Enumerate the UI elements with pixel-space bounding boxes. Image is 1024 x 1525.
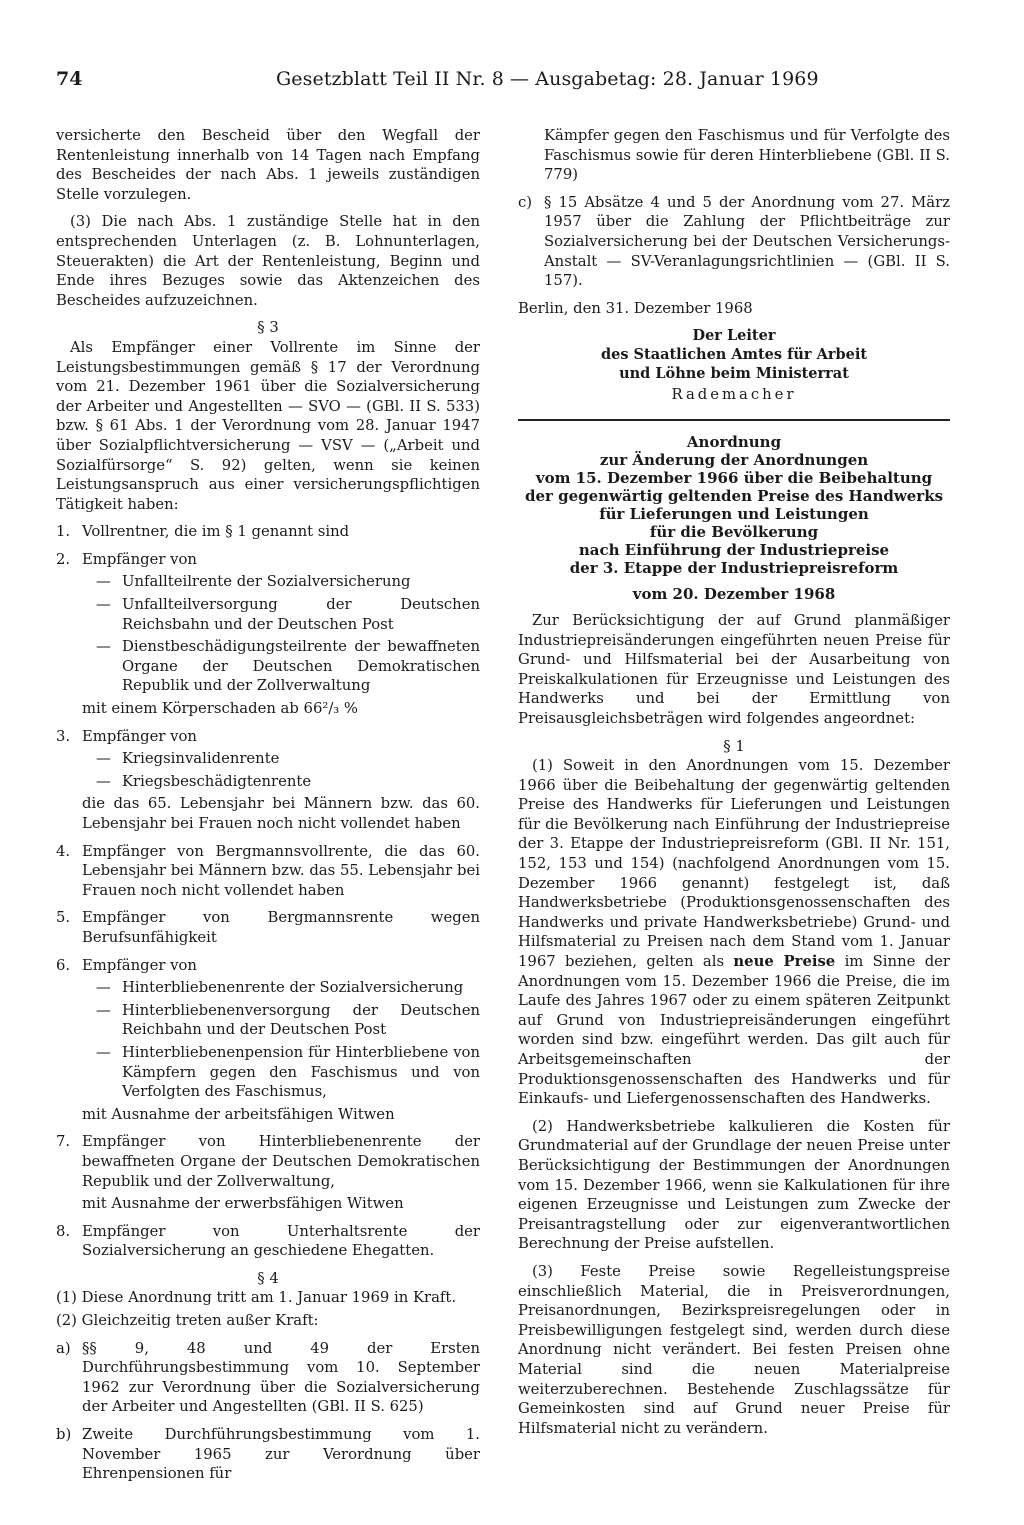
sub-item-text: Unfallteilversorgung der Deutschen Reichsbahn und der Deutschen Post	[122, 596, 480, 633]
list-text: Empfänger von Hinterbliebenenrente der bewaffneten Organe der Deutschen Demokratischen Republik und der Zollverwaltung,	[82, 1133, 480, 1190]
ordinance-title	[518, 433, 950, 603]
list-item	[56, 1222, 480, 1261]
signature-block	[518, 326, 950, 383]
paragraph: Als Empfänger einer Vollrente im Sinne der Leistungsbestimmungen gemäß § 17 der Verordnung vom 21. Dezember 1961 über die Sozialversicherung der Arbeiter und Angestellten — SVO — (GBl. II S. 533) bzw. § 61 Abs. 1 der Verordnung vom 28. Januar 1947 über Sozialpflichtversicherung — VSV — („Arbeit und Sozialfürsorge“ S. 92) gelten, wenn sie keinen Leistungsanspruch aus einer versicherungspflichtigen Tätigkeit haben:	[56, 338, 480, 513]
sub-item: — Dienstbeschädigungsteilrente der bewaffneten Organe der Deutschen Demokratischen Republik und der Zollverwaltung	[96, 638, 480, 695]
paragraph: (2) Handwerksbetriebe kalkulieren die Kosten für Grundmaterial auf der Grundlage der neuen Preise unter Berücksichtigung der Bestimmungen der Anordnungen vom 15. Dezember 1966, wenn sie Kalkulationen für ihre eigenen Erzeugnisse und Leistungen zum Zwecke der Preisantragstellung oder zur eigenverantwortlichen Berechnung der Preise aufstellen.	[518, 1117, 950, 1253]
sub-item: — Kriegsbeschädigtenrente	[82, 772, 480, 792]
list-number: 1.	[56, 523, 71, 541]
sub-item: — Hinterbliebenenversorgung der Deutschen Reichbahn und der Deutschen Post	[96, 1001, 480, 1039]
sub-item: — Hinterbliebenenpension für Hinterbliebene von Kämpfern gegen den Faschismus und von Verfolgten des Faschismus,	[96, 1043, 480, 1101]
list-text: Empfänger von Bergmannsvollrente, die das 60. Lebensjahr bei Männern bzw. das 55. Lebensjahr bei Frauen noch nicht vollendet haben	[82, 842, 480, 899]
title-line: nach Einführung der Industriepreise	[578, 540, 890, 559]
sub-item: — Hinterbliebenenrente der Sozialversicherung	[82, 978, 480, 998]
title-line: für Lieferungen und Leistungen	[599, 504, 869, 523]
header-title: Gesetzblatt Teil II Nr. 8 — Ausgabetag: 28. Januar 1969	[276, 68, 819, 90]
sub-item-text: Hinterbliebenenrente der Sozialversicherung	[122, 979, 464, 997]
page-number: 74	[56, 68, 83, 90]
title-line: der 3. Etappe der Industriepreisreform	[569, 558, 899, 577]
title-line: vom 15. Dezember 1966 über die Beibehaltung	[535, 468, 933, 487]
left-column	[56, 126, 480, 1484]
signature-line: des Staatlichen Amtes für Arbeit	[600, 346, 868, 364]
list-text: Empfänger von Bergmannsrente wegen Berufsunfähigkeit	[82, 909, 480, 946]
list-item	[56, 550, 480, 719]
signature-line: und Löhne beim Ministerrat	[619, 365, 849, 383]
signature-line: Der Leiter	[692, 327, 776, 345]
list-text: Empfänger von	[82, 727, 197, 745]
list-item	[56, 727, 480, 834]
list-text: Empfänger von	[82, 550, 197, 568]
list-continuation: Kämpfer gegen den Faschismus und für Verfolgte des Faschismus sowie für deren Hinterbliebene (GBl. II S. 779)	[544, 127, 950, 184]
sub-item-text: Unfallteilrente der Sozialversicherung	[122, 573, 411, 591]
sub-item-text: Kriegsinvalidenrente	[122, 750, 280, 768]
list-number: 8.	[56, 1222, 71, 1240]
list-text: Empfänger von Unterhaltsrente der Sozialversicherung an geschiedene Ehegatten.	[82, 1222, 480, 1260]
list-number: 6.	[56, 956, 71, 974]
title-date: vom 20. Dezember 1968	[632, 584, 836, 603]
title-line: zur Änderung der Anordnungen	[599, 450, 869, 469]
title-line: Anordnung	[686, 432, 782, 451]
list-item	[56, 956, 480, 1125]
section-divider	[518, 419, 950, 421]
list-text: Empfänger von	[82, 956, 197, 974]
preamble: Zur Berücksichtigung der auf Grund planmäßiger Industriepreisänderungen eingeführten neuen Preise für Grund- und Hilfsmaterial bei der Ausarbeitung von Preiskalkulationen für Erzeugnisse und Leistungen des Handwerks und bei der Ermittlung von Preisausgleichsbeträgen wird folgendes angeordnet:	[518, 611, 950, 727]
sub-item-text: Dienstbeschädigungsteilrente der bewaffneten Organe der Deutschen Demokratischen Republik und der Zollverwaltung	[122, 638, 480, 695]
section-heading: § 1	[723, 737, 745, 755]
list-text: § 15 Absätze 4 und 5 der Anordnung vom 27. März 1957 über die Zahlung der Pflichtbeiträge zur Sozialversicherung bei der Deutschen Versicherungs-Anstalt — SV-Veranlagungsrichtlinien — (GBl. II S. 157).	[544, 193, 950, 290]
list-item	[56, 842, 480, 901]
sub-item: — Unfallteilversorgung der Deutschen Reichsbahn und der Deutschen Post	[96, 596, 480, 633]
section-heading: § 4	[257, 1269, 279, 1287]
text-run: (1) Soweit in den Anordnungen vom 15. Dezember 1966 über die Beibehaltung der gegenwärtig geltenden Preise des Handwerks für Lieferungen und Leistungen für die Bevölkerung nach Einführung der Industriepreise der 3. Etappe der Industriepreisreform (GBl. II Nr. 151, 152, 153 und 154) (nachfolgend Anordnungen vom 15. Dezember 1966 genannt) festgelegt ist, daß Handwerksbetriebe (Produktionsgenossenschaften des Handwerks und private Handwerksbetriebe) Grund- und Hilfsmaterial zu Preisen nach dem Stand vom 1. Januar 1967 beziehen, gelten als	[518, 757, 950, 971]
section-heading: § 3	[257, 319, 279, 337]
list-continuation: mit Ausnahme der arbeitsfähigen Witwen	[82, 1105, 395, 1123]
list-letter: a)	[56, 1339, 71, 1357]
list-number: 7.	[56, 1133, 71, 1151]
list-text: Zweite Durchführungsbestimmung vom 1. November 1965 zur Verordnung über Ehrenpensionen für	[82, 1426, 480, 1483]
list-letter: c)	[518, 193, 533, 211]
page-header	[56, 68, 976, 102]
text-run: im Sinne der Anordnungen vom 15. Dezember 1966 die Preise, die im Laufe des Jahres 1967 oder zu einem späteren Zeitpunkt auf Grund von Industriepreisänderungen eingeführt worden sind bzw. eingeführt werden. Das gilt auch für Arbeitsgemeinschaften der Produktionsgenossenschaften des Handwerks und für Einkaufs- und Liefergenossenschaften des Handwerks.	[518, 953, 950, 1108]
list-continuation: mit einem Körperschaden ab 66²/₃ %	[82, 700, 358, 718]
list-item	[56, 1425, 480, 1484]
paragraph: (2) Gleichzeitig treten außer Kraft:	[56, 1312, 319, 1330]
list-number: 2.	[56, 550, 71, 568]
place-date: Berlin, den 31. Dezember 1968	[518, 299, 753, 317]
list-number: 5.	[56, 909, 71, 927]
sub-item: — Kriegsinvalidenrente	[82, 749, 480, 769]
signer-name: Rademacher	[671, 386, 797, 404]
list-item	[518, 193, 950, 291]
list-letter: b)	[56, 1426, 72, 1444]
sub-item-text: Hinterbliebenenversorgung der Deutschen Reichbahn und der Deutschen Post	[122, 1001, 480, 1039]
list-continuation: mit Ausnahme der erwerbsfähigen Witwen	[82, 1195, 404, 1213]
sub-item: — Unfallteilrente der Sozialversicherung	[82, 572, 480, 592]
list-text: §§ 9, 48 und 49 der Ersten Durchführungsbestimmung vom 10. September 1962 zur Verordnung über die Sozialversicherung der Arbeiter und Angestellten (GBl. II S. 625)	[82, 1339, 480, 1416]
list-item	[56, 522, 480, 542]
title-line: der gegenwärtig geltenden Preise des Handwerks	[524, 486, 944, 505]
emphasis: neue Preise	[733, 953, 836, 971]
list-item	[56, 1132, 480, 1213]
list-item	[56, 1339, 480, 1417]
right-column	[518, 126, 950, 1438]
paragraph: (3) Die nach Abs. 1 zuständige Stelle hat in den entsprechenden Unterlagen (z. B. Lohnunterlagen, Steuerakten) die Art der Rentenleistung, Beginn und Ende ihres Bezuges sowie das Aktenzeichen des Bescheides aufzuzeichnen.	[56, 213, 480, 309]
paragraph: (1) Diese Anordnung tritt am 1. Januar 1969 in Kraft.	[56, 1289, 457, 1307]
title-line: für die Bevölkerung	[649, 522, 819, 541]
sub-item-text: Kriegsbeschädigtenrente	[122, 772, 312, 790]
sub-item-text: Hinterbliebenenpension für Hinterbliebene von Kämpfern gegen den Faschismus und von Verfolgten des Faschismus,	[122, 1043, 480, 1101]
paragraph	[518, 756, 950, 1109]
list-item	[56, 908, 480, 947]
list-continuation: die das 65. Lebensjahr bei Männern bzw. das 60. Lebensjahr bei Frauen noch nicht vollendet haben	[82, 795, 480, 832]
paragraph: (3) Feste Preise sowie Regelleistungspreise einschließlich Material, die in Preisverordnungen, Preisanordnungen, Bezirkspreisregelungen oder in Preisbewilligungen festgelegt sind, werden durch diese Anordnung nicht verändert. Bei festen Preisen ohne Material sind die neuen Materialpreise weiterzuberechnen. Bestehende Zuschlagssätze für Gemeinkosten sind auf Grund neuer Preise für Hilfsmaterial nicht zu verändern.	[518, 1262, 950, 1437]
list-text: Vollrentner, die im § 1 genannt sind	[82, 523, 350, 541]
paragraph: versicherte den Bescheid über den Wegfall der Rentenleistung innerhalb von 14 Tagen nach Empfang des Bescheides der nach Abs. 1 jeweils zuständigen Stelle vorzulegen.	[56, 127, 480, 203]
list-number: 3.	[56, 727, 71, 745]
list-number: 4.	[56, 842, 71, 860]
